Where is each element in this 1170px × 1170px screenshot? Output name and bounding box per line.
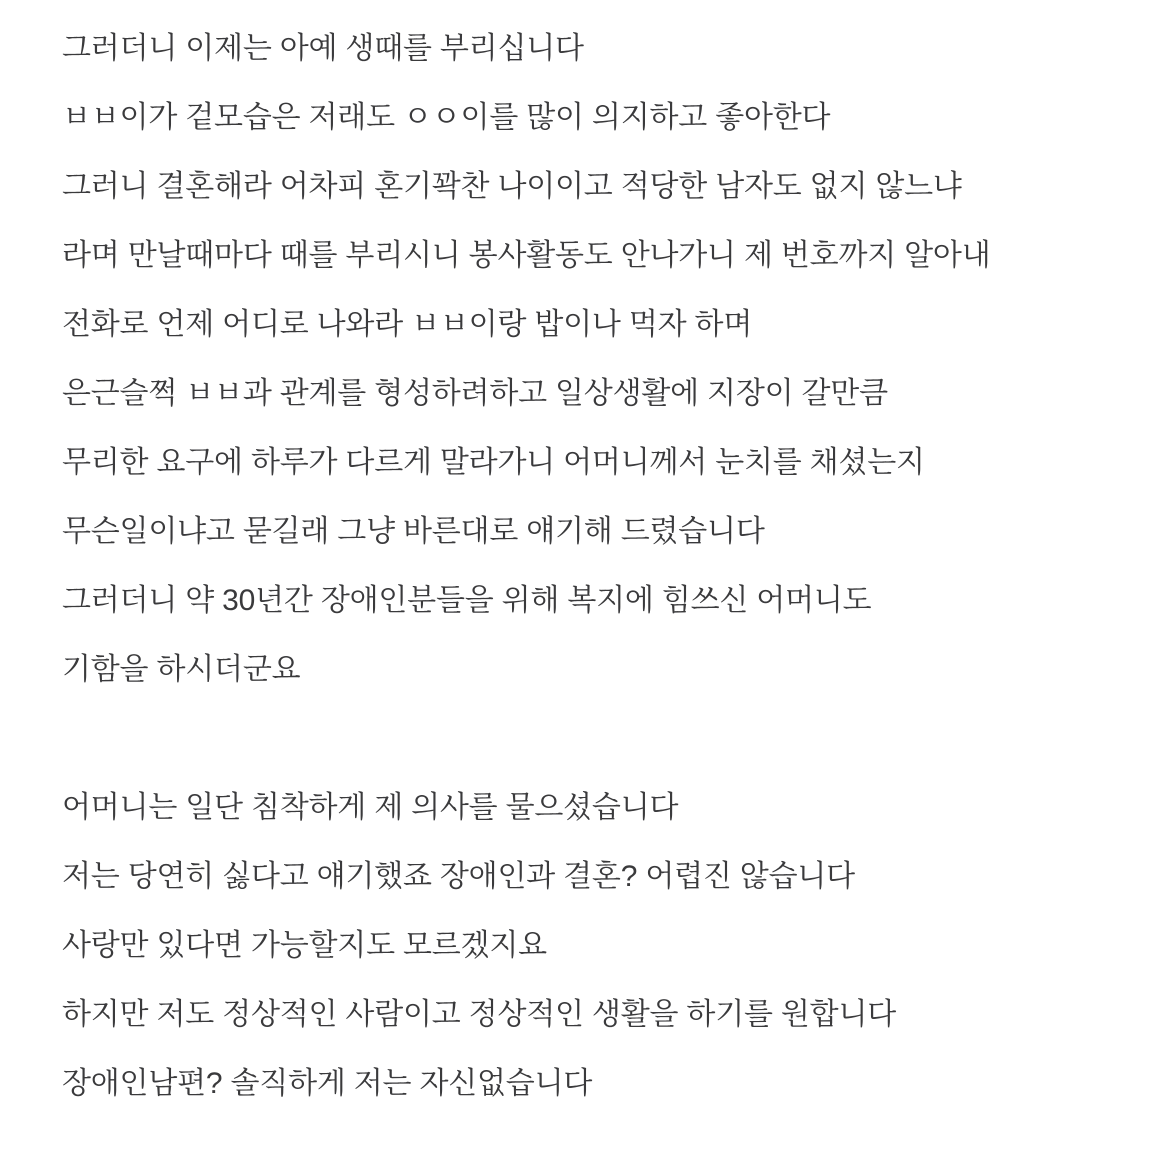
text-line: 무리한 요구에 하루가 다르게 말라가니 어머니께서 눈치를 채셨는지 <box>62 446 925 479</box>
text-line: 그러니 결혼해라 어차피 혼기꽉찬 나이이고 적당한 남자도 없지 않느냐 <box>62 170 962 203</box>
paragraph-2 <box>62 773 1130 1118</box>
text-line: 하지만 저도 정상적인 사람이고 정상적인 생활을 하기를 원합니다 <box>62 998 897 1031</box>
text-line: 어머니는 일단 침착하게 제 의사를 물으셨습니다 <box>62 791 679 824</box>
text-line: 기함을 하시더군요 <box>62 653 301 686</box>
blank-line <box>62 704 1130 773</box>
text-line: 사랑만 있다면 가능할지도 모르겠지요 <box>62 929 547 962</box>
text-line: 그러더니 약 30년간 장애인분들을 위해 복지에 힘쓰신 어머니도 <box>62 584 872 617</box>
text-line: 장애인남편? 솔직하게 저는 자신없습니다 <box>62 1067 593 1100</box>
paragraph-1 <box>62 14 1130 704</box>
text-line: 전화로 언제 어디로 나와라 ㅂㅂ이랑 밥이나 먹자 하며 <box>62 308 753 341</box>
paragraph-spacer <box>62 704 1130 773</box>
text-line: 그러더니 이제는 아예 생때를 부리십니다 <box>62 32 584 65</box>
text-line: ㅂㅂ이가 겉모습은 저래도 ㅇㅇ이를 많이 의지하고 좋아한다 <box>62 101 831 134</box>
text-line: 저는 당연히 싫다고 얘기했죠 장애인과 결혼? 어렵진 않습니다 <box>62 860 855 893</box>
text-line: 라며 만날때마다 때를 부리시니 봉사활동도 안나가니 제 번호까지 알아내 <box>62 239 991 272</box>
text-line: 은근슬쩍 ㅂㅂ과 관계를 형성하려하고 일상생활에 지장이 갈만큼 <box>62 377 888 410</box>
text-line: 무슨일이냐고 묻길래 그냥 바른대로 얘기해 드렸습니다 <box>62 515 765 548</box>
